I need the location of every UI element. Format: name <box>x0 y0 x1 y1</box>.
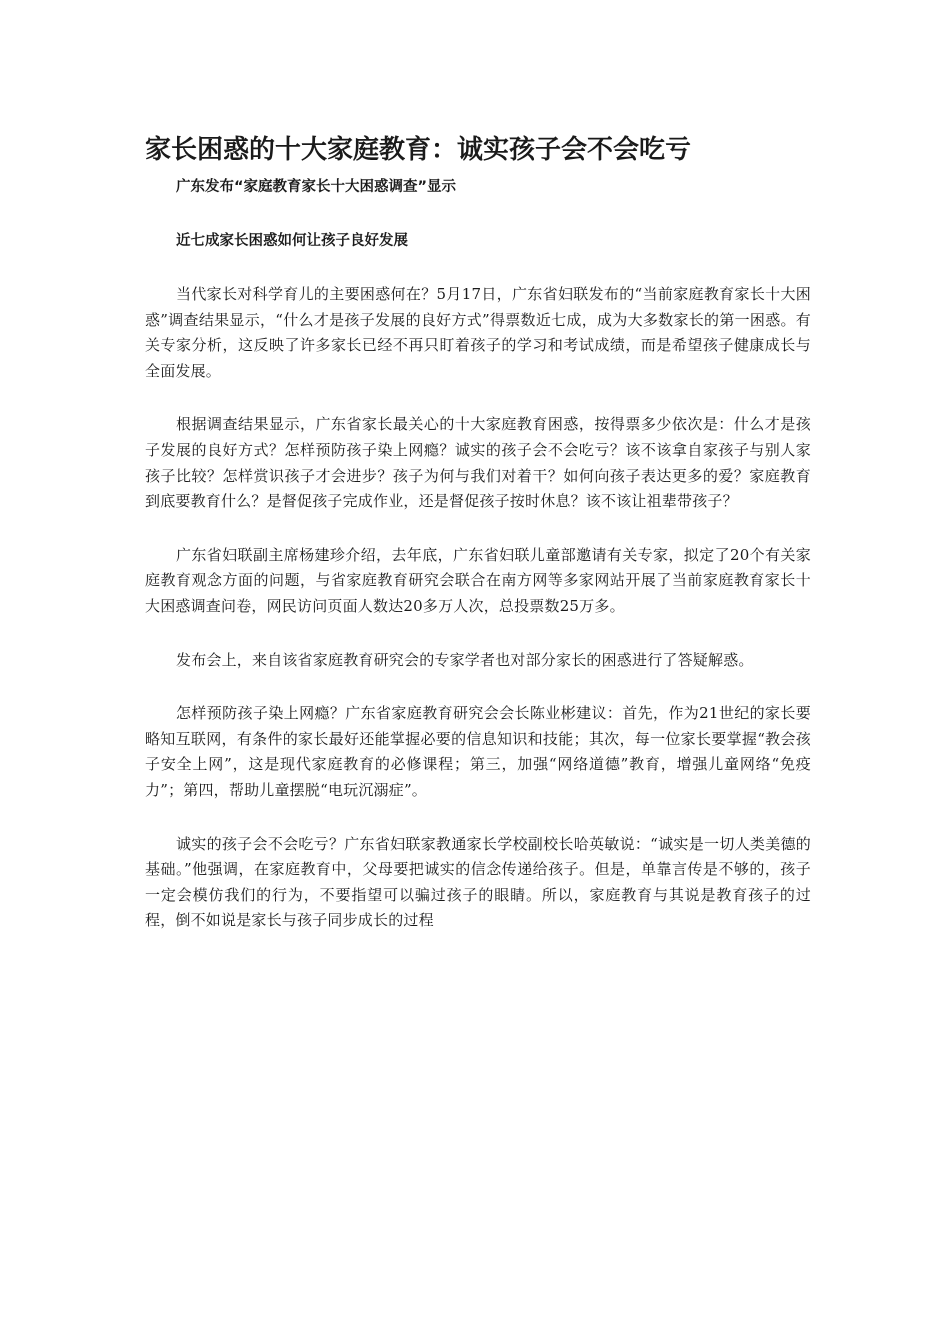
paragraph-honesty: 诚实的孩子会不会吃亏？广东省妇联家教通家长学校副校长哈英敏说：“诚实是一切人类美德的基础。”他强调，在家庭教育中，父母要把诚实的信念传递给孩子。但是，单靠言传是不够的，孩子一定会模仿我们的行为，不要指望可以骗过孩子的眼睛。所以，家庭教育与其说是教育孩子的过程，倒不如说是家长与孩子同步成长的过程 <box>145 834 811 930</box>
article-subheading: 近七成家长困惑如何让孩子良好发展 <box>176 233 408 249</box>
paragraph-survey-method: 广东省妇联副主席杨建珍介绍，去年底，广东省妇联儿童部邀请有关专家，拟定了20个有关家庭教育观念方面的问题，与省家庭教育研究会联合在南方网等多家网站开展了当前家庭教育家长十大困惑调查问卷，网民访问页面人数达20多万人次，总投票数25万多。 <box>145 545 811 615</box>
article-body <box>145 132 811 962</box>
paragraph-intro: 当代家长对科学育儿的主要困惑何在？5月17日，广东省妇联发布的“当前家庭教育家长十大困惑”调查结果显示，“什么才是孩子发展的良好方式”得票数近七成，成为大多数家长的第一困惑。有关专家分析，这反映了许多家长已经不再只盯着孩子的学习和考试成绩，而是希望孩子健康成长与全面发展。 <box>145 285 811 380</box>
paragraph-survey-results: 根据调查结果显示，广东省家长最关心的十大家庭教育困惑，按得票多少依次是：什么才是孩子发展的良好方式？怎样预防孩子染上网瘾？诚实的孩子会不会吃亏？该不该拿自家孩子与别人家孩子比较？怎样赏识孩子才会进步？孩子为何与我们对着干？如何向孩子表达更多的爱？家庭教育到底要教育什么？是督促孩子完成作业，还是督促孩子按时休息？该不该让祖辈带孩子？ <box>145 415 811 511</box>
paragraph-internet-addiction: 怎样预防孩子染上网瘾？广东省家庭教育研究会会长陈业彬建议：首先，作为21世纪的家长要略知互联网，有条件的家长最好还能掌握必要的信息知识和技能；其次，每一位家长要掌握“教会孩子安全上网”，这是现代家庭教育的必修课程；第三，加强“网络道德”教育，增强儿童网络“免疫力”；第四，帮助儿童摆脱“电玩沉溺症”。 <box>145 704 811 799</box>
article-title: 家长困惑的十大家庭教育：诚实孩子会不会吃亏 <box>145 135 692 165</box>
article-subtitle: 广东发布“家庭教育家长十大困惑调查”显示 <box>176 179 457 195</box>
paragraph-press-conference: 发布会上，来自该省家庭教育研究会的专家学者也对部分家长的困惑进行了答疑解惑。 <box>176 650 754 669</box>
